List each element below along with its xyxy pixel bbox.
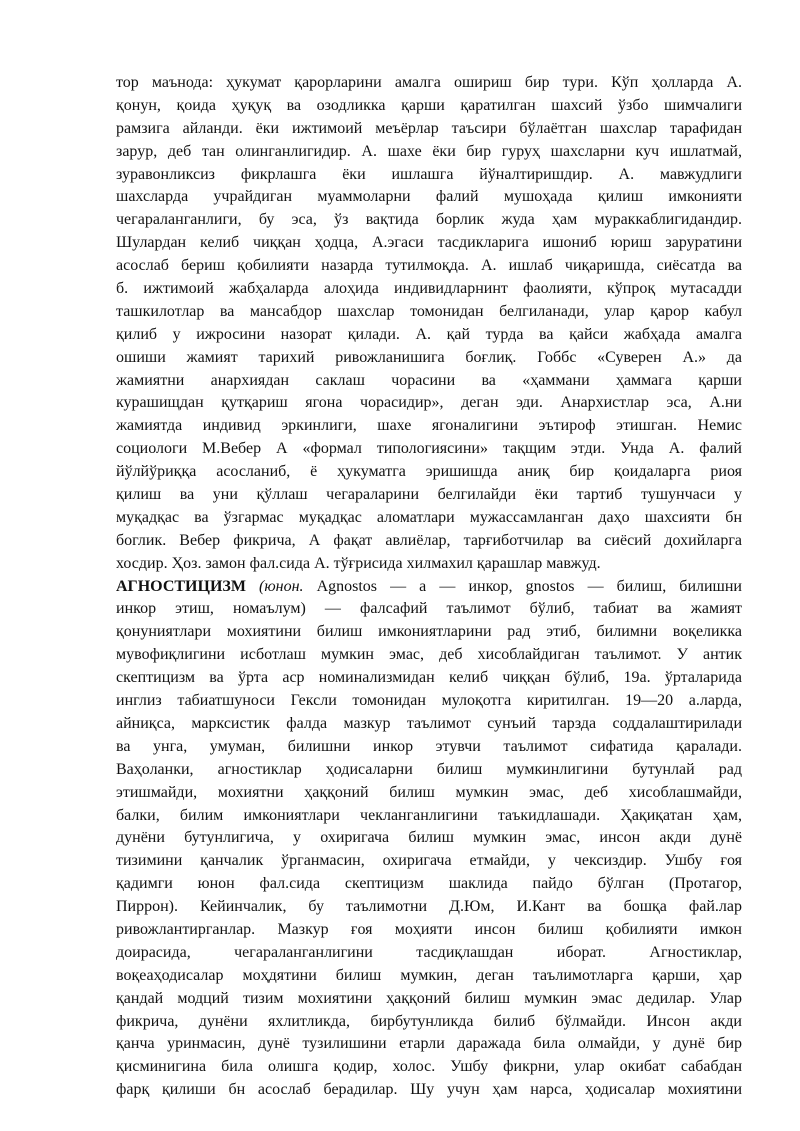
text-line: инкор этиш, номаълум) — фалсафий таълимот бўлиб, табиат ва жамият <box>116 600 742 618</box>
text-line: Шулардан келиб чиққан ҳодца, А.эгаси тасдикларига ишониб юриш заруратини <box>116 234 742 252</box>
entry-first-line-text: Agnostos — а — инкор, gnostos — билиш, билишни <box>316 577 742 595</box>
entry-etymology-label: (юнон. <box>259 577 304 595</box>
text-line: б. ижтимоий жабҳаларда алоҳида индивидларнинт фаолияти, кўпроқ мутасадди <box>116 280 742 298</box>
text-line: ривожлантирганлар. Мазкур ғоя моҳияти инсон билиш қобилияти имкон <box>116 920 742 938</box>
text-line: тор маънода: ҳукумат қарорларини амалга ошириш бир тури. Кўп ҳолларда А. <box>116 74 742 91</box>
text-line: қилиш ва уни қўллаш чегараларини белгилайди ёки тартиб тушунчаси у <box>116 486 742 504</box>
text-line: муқадқас ва ўзгармас муқадқас аломатлари мужассамланган даҳо шахсияти бн <box>116 508 742 526</box>
text-line: йўлйўриққа асосланиб, ё ҳукуматга эришишда аниқ бир қоидаларга риоя <box>116 463 742 481</box>
text-line: қадимги юнон фал.сида скептицизм шаклида пайдо бўлган (Протагор, <box>116 875 742 893</box>
text-line: ва унга, умуман, билишни инкор этувчи таълимот сифатида қаралади. <box>116 737 742 755</box>
text-line: дунёни бутунлигича, у охиригача билиш мумкин эмас, инсон акди дунё <box>116 829 742 847</box>
text-line: этишмайди, мохиятни ҳаққоний билиш мумкин эмас, деб хисоблашмайди, <box>116 783 742 801</box>
text-line: қонуниятлари мохиятини билиш имкониятларини рад этиб, билимни воқеликка <box>116 623 742 641</box>
entry-first-line <box>116 576 742 599</box>
text-line: Ваҳоланки, агностиклар ҳодисаларни билиш мумкинлигини бутунлай рад <box>116 760 742 778</box>
text-line: социологи М.Вебер А «формал типологиясини» тақщим этди. Унда А. фалий <box>116 440 742 458</box>
text-line: балки, билим имкониятлари чекланганлигини таъкидлашади. Ҳақиқатан ҳам, <box>116 806 742 824</box>
text-line: қанча уринмасин, дунё тузилишини етарли даражада била олмайди, у дунё бир <box>116 1035 742 1053</box>
text-line: курашищдан қутқариш ягона чорасидир», деган эди. Анархистлар эса, А.ни <box>116 394 742 412</box>
document-page <box>116 72 742 1102</box>
text-line: қилиб у ижросини назорат қилади. А. қай турда ва қайси жабҳада амалга <box>116 325 742 343</box>
text-line: боглик. Вебер фикрича, А фақат авлиёлар, тарғиботчилар ва сиёсий дохийларга <box>116 531 742 549</box>
text-line: асослаб бериш қобилияти назарда тутилмоқда. А. ишлаб чиқаришда, сиёсатда ва <box>116 257 742 275</box>
text-line: тизимини қанчалик ўрганмасин, охиригача етмайди, у чексиздир. Ушбу ғоя <box>116 852 742 870</box>
text-line: чегараланганлиги, бу эса, ўз вақтида борлик жуда ҳам мураккаблигидандир. <box>116 211 742 229</box>
text-line: қонун, қоида ҳуқуқ ва озодликка қарши қаратилган шахсий ўзбо шимчалиги <box>116 96 742 114</box>
text-line: ошиши жамият тарихий ривожланишига боғлиқ. Гоббс «Суверен А.» да <box>116 348 742 366</box>
text-line: скептицизм ва ўрта аср номинализмидан келиб чиққан бўлиб, 19а. ўрталарида <box>116 669 742 687</box>
text-line: шахсларда учрайдиган муаммоларни фалий мушоҳада қилиш имконияти <box>116 188 742 206</box>
paragraph-authority <box>116 72 742 576</box>
text-line: доирасида, чегараланганлигини тасдиқлашдан иборат. Агностиклар, <box>116 943 742 961</box>
text-line: инглиз табиатшуноси Гексли томонидан мулоқотга киритилган. 19—20 а.ларда, <box>116 692 742 710</box>
text-line: мувофиқлигини исботлаш мумкин эмас, деб хисоблайдиган таълимот. У антик <box>116 646 742 664</box>
text-line: зарур, деб тан олинганлигидир. А. шахе ёки бир гуруҳ шахсларни куч ишлатмай, <box>116 142 742 160</box>
text-line: рамзига айланди. ёки ижтимоий меъёрлар таъсири бўлаётган шахслар тарафидан <box>116 119 742 137</box>
text-line: жамиятни анархиядан саклаш чорасини ва «ҳаммани ҳаммага қарши <box>116 371 742 389</box>
text-line: ташкилотлар ва мансабдор шахслар томонидан белгиланади, улар қарор кабул <box>116 302 742 320</box>
text-line: жамиятда индивид эркинлиги, шахе ягоналигини эътироф этишган. Немис <box>116 417 742 435</box>
text-line: қисминигина била олишга қодир, холос. Ушбу фикрни, улар окибат сабабдан <box>116 1058 742 1076</box>
text-line: қандай модций тизим мохиятини ҳаққоний билиш мумкин эмас дедилар. Улар <box>116 989 742 1007</box>
entry-term: АГНОСТИЦИЗМ <box>116 577 246 595</box>
text-line: фикрича, дунёни яхлитликда, бирбутунликда билиб бўлмайди. Инсон акди <box>116 1012 742 1030</box>
text-line: зуравонликсиз фикрлашга ёки ишлашга йўналтиришдир. А. мавжудлиги <box>116 165 742 183</box>
text-line: фарқ қилиши бн асослаб берадилар. Шу учун ҳам нарса, ҳодисалар мохиятини <box>116 1081 742 1099</box>
text-line: воқеаҳодисалар моҳдятини билиш мумкин, деган таълимотларга қарши, ҳар <box>116 966 742 984</box>
entry-agnosticism <box>116 576 742 1102</box>
text-line: айниқса, марксистик фалда мазкур таълимот сунъий тарзда соддалаштирилади <box>116 714 742 732</box>
text-line: Пиррон). Кейинчалик, бу таълимотни Д.Юм, И.Кант ва бошқа фай.лар <box>116 898 742 916</box>
text-line: хосдир. Ҳоз. замон фал.сида А. тўғрисида хилмахил қарашлар мавжуд. <box>116 554 601 572</box>
